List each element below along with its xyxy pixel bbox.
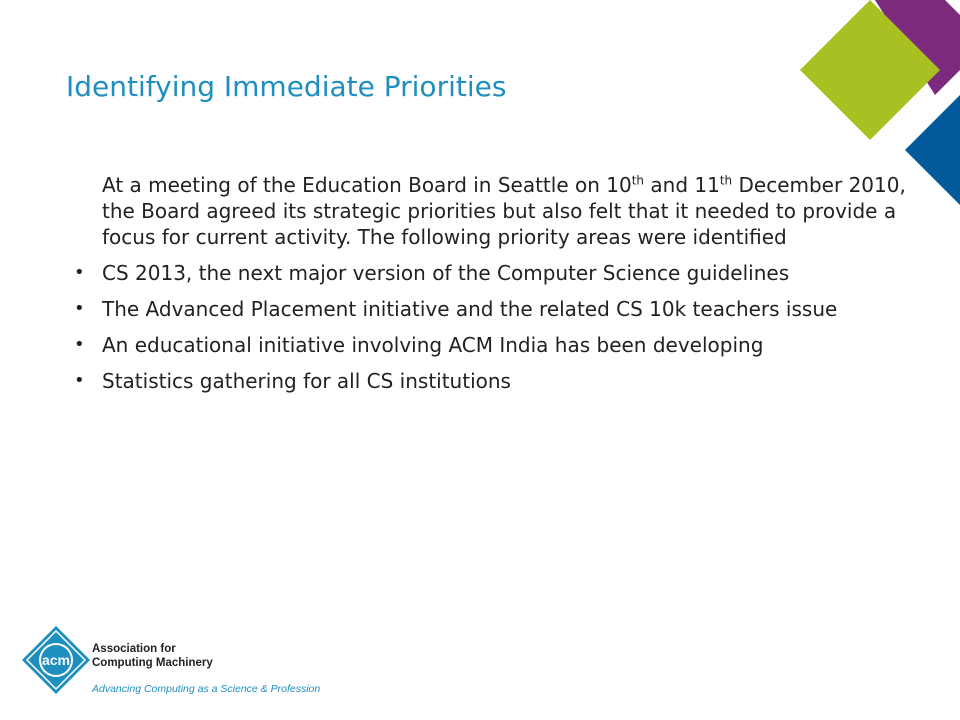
intro-text-part3: December 2010, the Board agreed its strategic priorities but also felt that it needed to provide a focus for current activity. The following priority areas were identified — [102, 173, 906, 249]
bullet-marker: • — [74, 262, 85, 283]
slide-title: Identifying Immediate Priorities — [66, 70, 507, 103]
org-name-line1: Association for — [92, 643, 176, 655]
acm-acronym: acm — [41, 652, 71, 668]
bullet-marker: • — [74, 370, 85, 391]
list-item-text: An educational initiative involving ACM India has been developing — [102, 333, 764, 357]
intro-superscript-2: th — [719, 173, 733, 188]
list-item-text: The Advanced Placement initiative and the related CS 10k teachers issue — [102, 297, 838, 321]
slide-body — [66, 172, 916, 404]
list-item — [66, 368, 916, 394]
bullet-marker: • — [74, 334, 85, 355]
acm-organization-name — [92, 642, 213, 670]
list-item-text: CS 2013, the next major version of the Computer Science guidelines — [102, 261, 790, 285]
list-item-text: Statistics gathering for all CS institutions — [102, 369, 511, 393]
intro-text-part2: and 11 — [644, 173, 720, 197]
list-item — [66, 332, 916, 358]
priority-list — [66, 260, 916, 394]
intro-text-part1: At a meeting of the Education Board in Seattle on 10 — [102, 173, 632, 197]
bullet-marker: • — [74, 298, 85, 319]
acm-tagline: Advancing Computing as a Science & Profession — [92, 683, 321, 695]
intro-superscript-1: th — [631, 173, 645, 188]
acm-diamond-emblem — [22, 626, 90, 694]
list-item — [66, 260, 916, 286]
intro-paragraph — [102, 172, 916, 250]
list-item — [66, 296, 916, 322]
org-name-line2: Computing Machinery — [92, 657, 213, 669]
